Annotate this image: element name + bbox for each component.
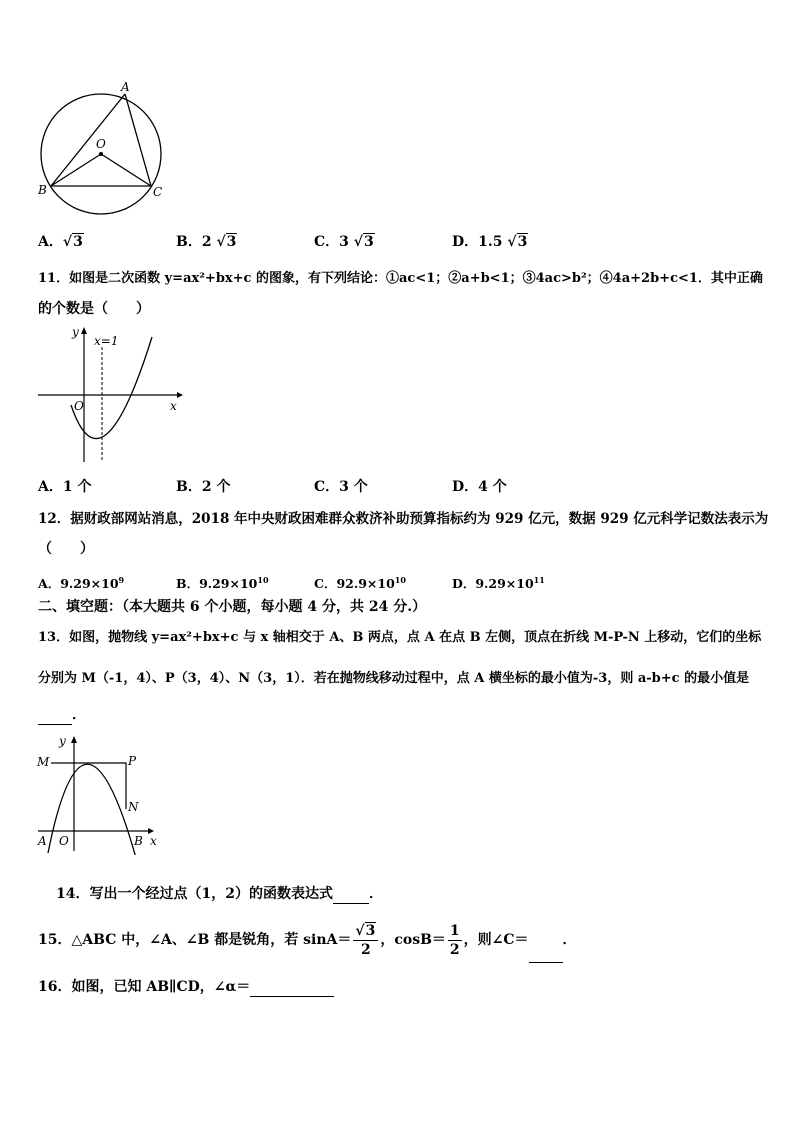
- answer-blank[interactable]: [250, 978, 334, 997]
- q12-option-c: C．$92.9\times 10^{10}$: [314, 575, 406, 592]
- fraction-1-over-2: $\frac{1}{2}$: [449, 922, 460, 958]
- polyline-mpn: [51, 763, 126, 809]
- label-b: B: [134, 834, 143, 848]
- q10-figure: [30, 78, 175, 218]
- y-axis-arrow-icon: [71, 736, 77, 743]
- segment-ob: [51, 154, 101, 186]
- center-point: [99, 152, 103, 156]
- q12-stem-line1: 12．据财政部网站消息，2018 年中央财政困难群众救济补助预算指标约为 929 亿元，数据 929 亿元科学记数法表示为: [38, 511, 769, 527]
- sqrt-symbol: √3: [62, 234, 83, 250]
- q11-option-b: B．2 个: [176, 479, 231, 495]
- q11-option-d: D．4 个: [452, 479, 507, 495]
- q12-option-a: A．$9.29\times 10^9$: [38, 575, 125, 592]
- label-n: N: [128, 800, 139, 814]
- answer-blank[interactable]: [38, 706, 72, 725]
- q13-stem-line1: 13．如图，抛物线 y=ax²+bx+c 与 x 轴相交于 A、B 两点，点 A 在点 B 左侧，顶点在折线 M-P-N 上移动，它们的坐标: [38, 630, 762, 645]
- q14-stem: 14．写出一个经过点（1，2）的函数表达式 ．: [56, 886, 383, 902]
- q16-stem: 16．如图，已知 AB∥CD，∠α＝: [38, 978, 334, 997]
- label-m: M: [37, 755, 50, 769]
- label-a: A: [121, 80, 130, 94]
- parabola: [71, 337, 152, 439]
- q13-stem-line2: 分别为 M（-1，4）、P（3，4）、N（3，1）．若在抛物线移动过程中，点 A 横坐标的最小值为-3，则 a-b+c 的最小值是: [38, 671, 750, 686]
- label-b: B: [38, 183, 47, 197]
- label-axis-eq: x=1: [94, 334, 119, 348]
- label-p: P: [128, 754, 137, 768]
- q12-stem-line2: （ ）: [38, 541, 94, 557]
- section-heading-fill-blank: 二、填空题：（本大题共 6 个小题，每小题 4 分，共 24 分.）: [38, 599, 427, 615]
- label-y: y: [72, 325, 79, 339]
- label-a: A: [38, 834, 47, 848]
- fraction-sqrt3-over-2: $\frac{√3}{2}$: [353, 922, 378, 959]
- sqrt-symbol: √3: [507, 234, 528, 250]
- y-axis-arrow-icon: [81, 327, 87, 334]
- q11-option-a: A．1 个: [38, 479, 92, 495]
- q11-stem-line2: 的个数是（ ）: [38, 301, 150, 317]
- q11-stem-line1: 11．如图是二次函数 y=ax²+bx+c 的图象，有下列结论：①ac<1；②a+b<1；③4ac>b²；④4a+2b+c<1．其中正确: [38, 271, 763, 286]
- sqrt-symbol: √3: [353, 234, 374, 250]
- label-x: x: [170, 399, 177, 413]
- label-y: y: [59, 734, 66, 748]
- q10-option-b: B．2 √3: [176, 234, 237, 250]
- q11-option-c: C．3 个: [314, 479, 368, 495]
- label-o: O: [59, 834, 69, 848]
- answer-blank[interactable]: [333, 885, 369, 904]
- q13-figure: [34, 733, 169, 855]
- sqrt-symbol: √3: [216, 234, 237, 250]
- q11-figure: [34, 322, 184, 467]
- q10-option-a: A．√3: [38, 234, 83, 250]
- label-o: O: [96, 137, 106, 151]
- q15-stem: 15．△ABC 中，∠A、∠B 都是锐角，若 sinA＝ $\frac{√3}{2}$ ，cosB＝ $\frac{1}{2}$ ，则∠C＝ ．: [38, 918, 577, 963]
- sqrt-symbol: √3: [355, 922, 376, 939]
- q10-option-c: C．3 √3: [314, 234, 374, 250]
- label-o: O: [74, 399, 84, 413]
- q10-option-d: D．1.5 √3: [452, 234, 528, 250]
- label-c: C: [153, 185, 163, 199]
- x-axis-arrow-icon: [177, 392, 183, 398]
- answer-blank[interactable]: [529, 918, 563, 963]
- q12-option-d: D．$9.29\times 10^{11}$: [452, 575, 545, 592]
- label-x: x: [150, 834, 157, 848]
- q13-stem-line3: ．: [38, 706, 86, 725]
- q12-option-b: B．$9.29\times 10^{10}$: [176, 575, 269, 592]
